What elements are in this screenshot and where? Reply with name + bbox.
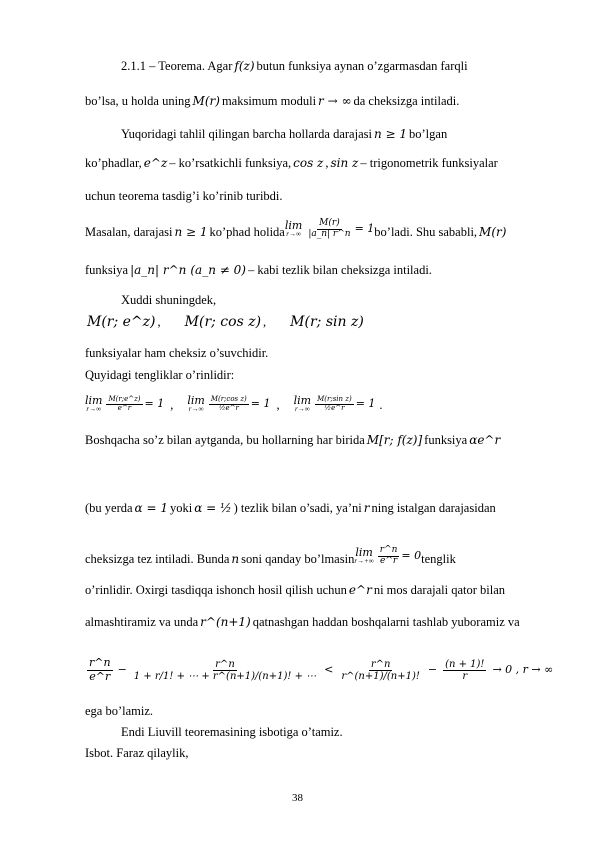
formula-alpha-1: α = 1: [134, 501, 168, 515]
formula-row-inequality: $\frac{r\^{}n}{e\^{}r}$ − $\frac{r\^{}n}{1 + r/1! + \cdots + r\^{}(n+1)/(n+1)! + \cdots}$ < $\frac{r\^{}n}{r\^{}(n+1)/(n+1)!}$ − $\frac{(n + 1)!}{r}$ → 0 , r → ∞: [89, 656, 554, 683]
paragraph-line-20: Endi Liuvill teoremasining isbotiga o’tamiz.: [121, 725, 343, 739]
formula-M-r: M(r): [479, 224, 507, 239]
paragraph-line-13: Boshqacha so’z bilan aytganda, bu hollarning har birida M[r; f(z)] funksiya αe^r: [85, 433, 501, 447]
formula-sin-z: sin z: [330, 156, 359, 170]
formula-limit-sin: lim r→∞ $\frac{\text{M(r;sin z)}}{\text{½e\textasciicircum{}r}}$ = 1: [293, 394, 376, 413]
paragraph-line-3: Yuqoridagi tahlil qilingan barcha hollarda darajasi n ≥ 1 bo’lgan: [121, 127, 448, 141]
formula-row-maxima: M(r; e^z) , M(r; cos z) , M(r; sin z): [87, 314, 364, 330]
formula-M-r-fz: M[r; f(z)]: [366, 433, 423, 447]
formula-alpha-er: αe^r: [469, 433, 501, 447]
formula-limit-ratio: lim r→∞ $\frac{M(r)}{|a\_n| r\^{}n}$ = 1: [284, 218, 375, 239]
paragraph-line-7: funksiya |a_n| r^n (a_n ≠ 0) – kabi tezlik bilan cheksizga intiladi.: [85, 263, 432, 277]
formula-row-limits: lim r→∞ $\frac{M(r;e\^{}z)}{e\^{}r}$ = 1 , lim r→∞ $\frac{\text{M(r;cos z)}}{\text{½e\textasciicircum{}r}}$ = 1 , lim r→∞ $\frac{\text{M(r;sin z)}}{\text{½e\textasciicircum{}r}}$ = 1 .: [85, 394, 383, 413]
paragraph-line-19: ega bo’lamiz.: [85, 704, 154, 718]
formula-n-ge-1: n ≥ 1: [373, 127, 408, 141]
formula-e-r: e^r: [348, 583, 372, 597]
paragraph-line-4: ko’phadlar, e^z – ko’rsatkichli funksiya, cos z , sin z – trigonometrik funksiyalar: [85, 156, 498, 170]
paragraph-line-16: o’rinlidir. Oxirgi tasdiqqa ishonch hosil qilish uchun e^r ni mos darajali qator bilan: [85, 583, 506, 597]
paragraph-line-8: Xuddi shuningdek,: [121, 293, 217, 307]
paragraph-line-5: uchun teorema tasdig’i ko’rinib turibdi.: [85, 189, 283, 203]
paragraph-line-17: almashtiramiz va unda r^(n+1) qatnashgan haddan boshqalarni tashlab yuboramiz va: [85, 615, 520, 629]
formula-alpha-half: α = ½: [194, 501, 232, 515]
formula-an-nonzero: (a_n ≠ 0): [190, 263, 246, 277]
formula-r: r: [363, 501, 370, 515]
paragraph-line-21: Isbot. Faraz qilaylik,: [85, 746, 189, 760]
formula-cos-z: cos z: [293, 156, 324, 170]
formula-n: n: [231, 551, 240, 566]
paragraph-line-14: (bu yerda α = 1 yoki α = ½ ) tezlik bilan o’sadi, ya’ni r ning istalgan darajasidan: [85, 501, 496, 515]
paragraph-line-10: funksiyalar ham cheksiz o’suvchidir.: [85, 346, 269, 360]
formula-limit-cos: lim r→∞ $\frac{\text{M(r;cos z)}}{\text{½e\textasciicircum{}r}}$ = 1: [187, 394, 271, 413]
paragraph-line-11: Quyidagi tengliklar o’rinlidir:: [85, 368, 235, 382]
theorem-line-2: bo’lsa, u holda uning M(r) maksimum moduli r → ∞ da cheksizga intiladi.: [85, 94, 460, 108]
formula-r-n-plus-1: r^(n+1): [200, 615, 251, 629]
paragraph-line-15: cheksizga tez intiladi. Bunda n soni qanday bo’lmasin lim r→+∞ $\frac{r\^{}n}{e\^{}r}$ = 0 tenglik: [85, 545, 456, 566]
formula-M-r: M(r): [192, 94, 220, 108]
formula-n-ge-1: n ≥ 1: [174, 224, 208, 239]
formula-limit-exp: lim r→∞ $\frac{M(r;e\^{}z)}{e\^{}r}$ = 1: [85, 394, 165, 413]
formula-r-to-infinity: r → ∞: [318, 94, 352, 108]
paragraph-line-6: Masalan, darajasi n ≥ 1 ko’phad holida lim r→∞ $\frac{M(r)}{|a\_n| r\^{}n}$ = 1 bo’ladi. Shu sababli, M(r): [85, 218, 507, 239]
theorem-line-1: 2.1.1 – Teorema. Agar f(z) butun funksiya aynan o’zgarmasdan farqli: [121, 59, 468, 73]
page-number: 38: [292, 792, 303, 804]
formula-limit-power-exp: lim r→+∞ $\frac{r\^{}n}{e\^{}r}$ = 0: [354, 545, 422, 566]
formula-e-z: e^z: [143, 156, 168, 170]
formula-f-z: f(z): [234, 59, 255, 73]
formula-an-rn: |a_n| r^n: [130, 263, 187, 277]
